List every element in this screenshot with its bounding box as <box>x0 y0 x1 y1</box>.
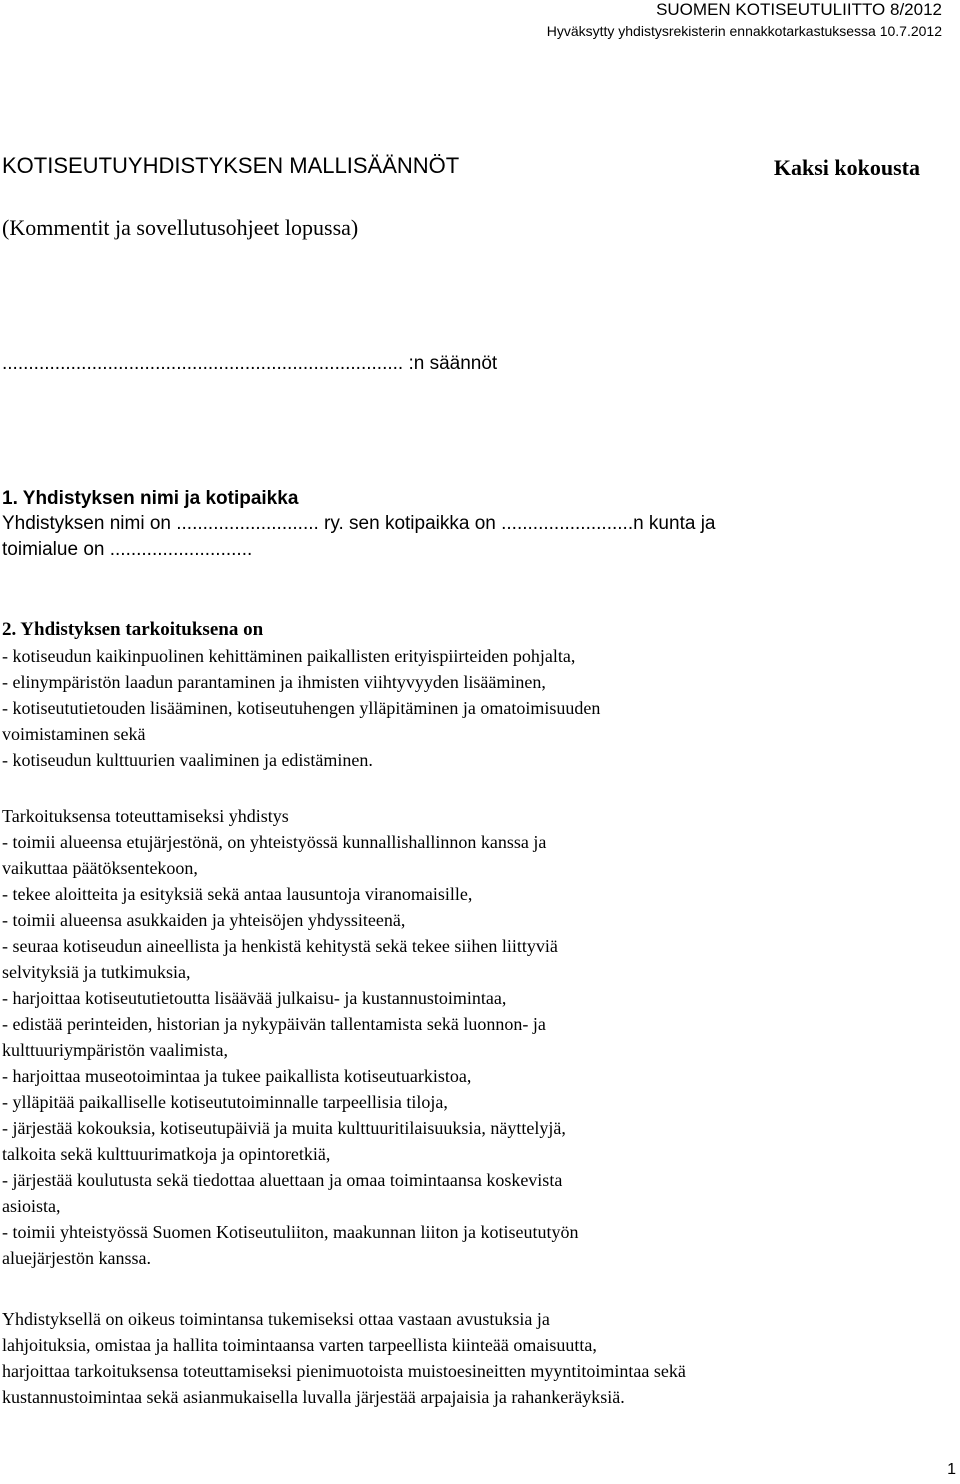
implementation-line: - ylläpitää paikalliselle kotiseututoiminnalle tarpeellisia tiloja, <box>2 1092 448 1112</box>
section-2-heading: 2. Yhdistyksen tarkoituksena on <box>2 619 264 640</box>
implementation-line: selvityksiä ja tutkimuksia, <box>2 962 191 982</box>
purpose-item-continuation: voimistaminen sekä <box>2 724 146 744</box>
implementation-line: - tekee aloitteita ja esityksiä sekä antaa lausuntoja viranomaisille, <box>2 884 473 904</box>
implementation-line: vaikuttaa päätöksentekoon, <box>2 858 198 878</box>
rights-paragraph <box>2 1306 942 1410</box>
rights-line: Yhdistyksellä on oikeus toimintansa tukemiseksi ottaa vastaan avustuksia ja <box>2 1309 550 1329</box>
rules-title-line: ............................................................................ :n säännöt <box>2 353 498 374</box>
implementation-line: - harjoittaa kotiseututietoutta lisäävää julkaisu- ja kustannustoimintaa, <box>2 988 507 1008</box>
section-1-text-line: toimialue on ........................... <box>2 539 253 560</box>
implementation-line: talkoita sekä kulttuurimatkoja ja opintoretkiä, <box>2 1144 331 1164</box>
purpose-list <box>2 643 942 773</box>
section-1-heading: 1. Yhdistyksen nimi ja kotipaikka <box>2 488 299 509</box>
implementation-line: asioista, <box>2 1196 61 1216</box>
document-title: KOTISEUTUYHDISTYKSEN MALLISÄÄNNÖT <box>2 153 460 178</box>
rights-line: kustannustoimintaa sekä asianmukaisella luvalla järjestää arpajaisia ja rahankeräyksiä. <box>2 1387 625 1407</box>
implementation-line: - toimii alueensa etujärjestönä, on yhteistyössä kunnallishallinnon kanssa ja <box>2 832 547 852</box>
implementation-line: - toimii alueensa asukkaiden ja yhteisöjen yhdyssiteenä, <box>2 910 406 930</box>
header-organization: SUOMEN KOTISEUTULIITTO 8/2012 <box>656 0 942 19</box>
implementation-line: aluejärjestön kanssa. <box>2 1248 151 1268</box>
implementation-line: - toimii yhteistyössä Suomen Kotiseutuliiton, maakunnan liiton ja kotiseututyön <box>2 1222 579 1242</box>
implementation-line: - seuraa kotiseudun aineellista ja henkistä kehitystä sekä tekee siihen liittyviä <box>2 936 558 956</box>
purpose-item: - elinympäristön laadun parantaminen ja ihmisten viihtyvyyden lisääminen, <box>2 672 546 692</box>
header-approval-note: Hyväksytty yhdistysrekisterin ennakkotarkastuksessa 10.7.2012 <box>546 23 942 39</box>
section-1-text-line: Yhdistyksen nimi on ........................... ry. sen kotipaikka on .........................n kunta ja <box>2 513 716 534</box>
rights-line: lahjoituksia, omistaa ja hallita toimintaansa varten tarpeellista kiinteää omaisuutta, <box>2 1335 597 1355</box>
implementation-line: - harjoittaa museotoimintaa ja tukee paikallista kotiseutuarkistoa, <box>2 1066 472 1086</box>
implementation-list <box>2 803 942 1271</box>
implementation-line: kulttuuriympäristön vaalimista, <box>2 1040 228 1060</box>
implementation-line: - järjestää kokouksia, kotiseutupäiviä ja muita kulttuuritilaisuuksia, näyttelyjä, <box>2 1118 566 1138</box>
purpose-item: - kotiseudun kaikinpuolinen kehittäminen paikallisten erityispiirteiden pohjalta, <box>2 646 576 666</box>
purpose-item: - kotiseututietouden lisääminen, kotiseutuhengen ylläpitäminen ja omatoimisuuden <box>2 698 601 718</box>
implementation-intro: Tarkoituksensa toteuttamiseksi yhdistys <box>2 806 289 826</box>
document-variant: Kaksi kokousta <box>773 155 920 180</box>
purpose-item: - kotiseudun kulttuurien vaaliminen ja edistäminen. <box>2 750 373 770</box>
implementation-line: - edistää perinteiden, historian ja nykypäivän tallentamista sekä luonnon- ja <box>2 1014 546 1034</box>
page-number: 1 <box>947 1461 956 1478</box>
rights-line: harjoittaa tarkoituksensa toteuttamiseksi pienimuotoista muistoesineitten myyntitoimintaa sekä <box>2 1361 686 1381</box>
implementation-line: - järjestää koulutusta sekä tiedottaa aluettaan ja omaa toimintaansa koskevista <box>2 1170 563 1190</box>
document-comment: (Kommentit ja sovellutusohjeet lopussa) <box>2 215 359 240</box>
